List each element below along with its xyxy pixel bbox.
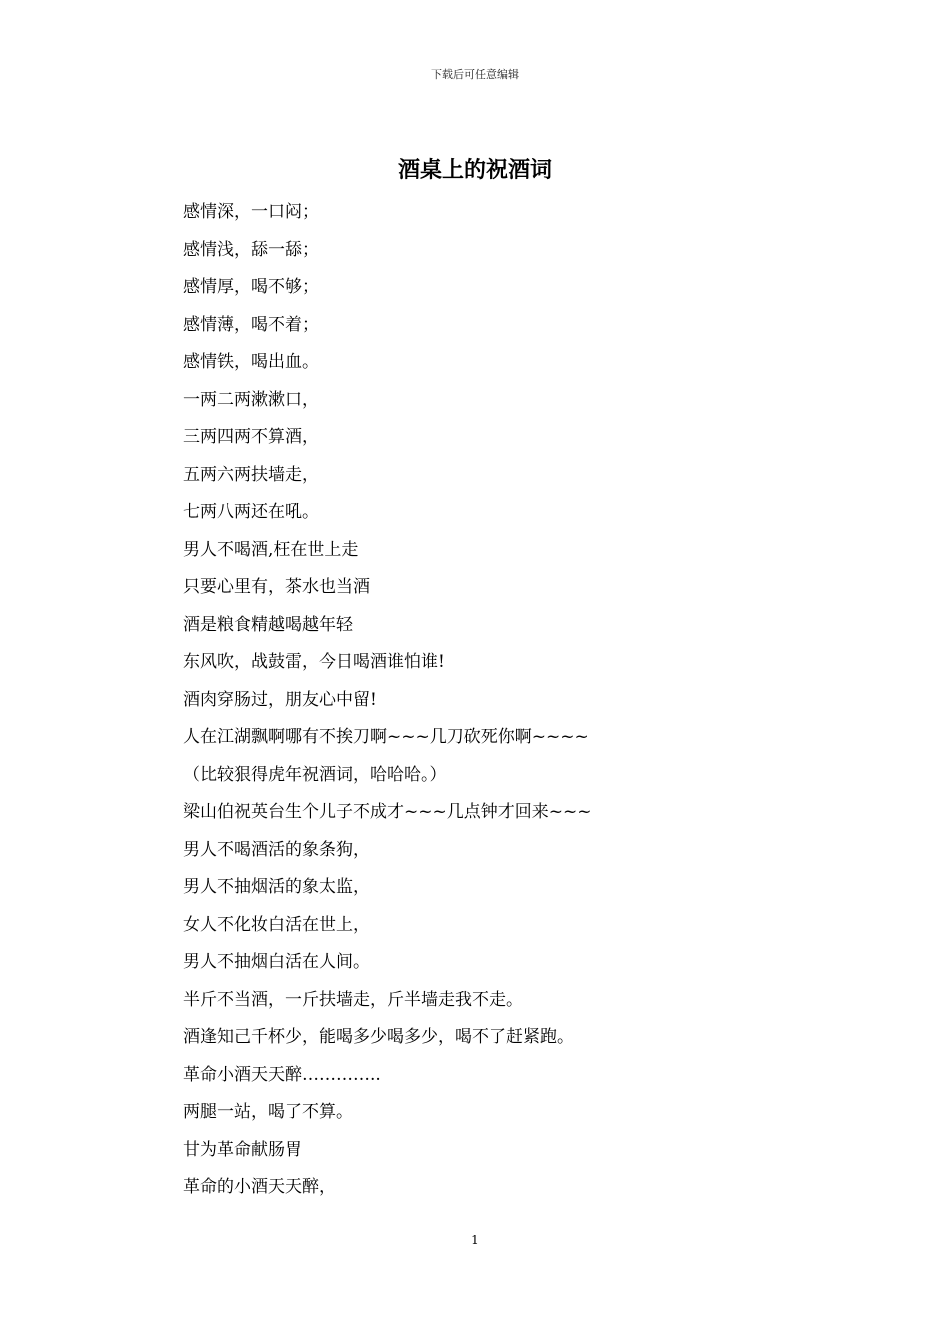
document-body: [183, 198, 783, 1211]
text-line: 革命小酒天天醉…………..: [183, 1064, 381, 1085]
text-line: 梁山伯祝英台生个儿子不成才~~~几点钟才回来~~~: [183, 802, 592, 822]
text-line: 感情厚，喝不够；: [183, 277, 319, 297]
text-line: 感情薄，喝不着；: [183, 314, 319, 335]
text-line: 东风吹，战鼓雷，今日喝酒谁怕谁!: [183, 652, 445, 672]
text-line: 酒是粮食精越喝越年轻: [183, 614, 353, 635]
text-line: 只要心里有，茶水也当酒: [183, 577, 370, 597]
text-line: 感情铁，喝出血。: [183, 352, 319, 372]
text-line: 人在江湖飘啊哪有不挨刀啊~~~几刀砍死你啊~~~~: [183, 727, 589, 747]
text-line: 感情浅，舔一舔；: [183, 239, 319, 260]
text-line: 革命的小酒天天醉，: [183, 1177, 336, 1197]
text-line: 酒肉穿肠过，朋友心中留!: [183, 689, 377, 710]
text-line: 三两四两不算酒，: [183, 427, 319, 447]
text-line: 男人不抽烟活的象太监，: [183, 877, 370, 897]
text-line: 男人不喝酒,枉在世上走: [183, 539, 359, 560]
text-line: （比较狠得虎年祝酒词，哈哈哈。）: [183, 764, 447, 785]
text-line: 酒逢知己千杯少，能喝多少喝多少，喝不了赶紧跑。: [183, 1027, 574, 1047]
text-line: 一两二两漱漱口，: [183, 389, 319, 410]
text-line: 女人不化妆白活在世上，: [183, 914, 370, 935]
text-line: 五两六两扶墙走，: [183, 464, 319, 485]
page-header: 下载后可任意编辑: [431, 68, 519, 81]
text-line: 男人不喝酒活的象条狗，: [183, 839, 370, 860]
text-line: 两腿一站，喝了不算。: [183, 1102, 353, 1122]
text-line: 感情深，一口闷；: [183, 202, 319, 222]
document-title: 酒桌上的祝酒词: [397, 157, 552, 183]
text-line: 半斤不当酒，一斤扶墙走，斤半墙走我不走。: [183, 989, 523, 1010]
text-line: 男人不抽烟白活在人间。: [183, 952, 370, 972]
page-number: 1: [471, 1233, 479, 1247]
text-line: 甘为革命献肠胃: [183, 1139, 302, 1160]
text-line: 七两八两还在吼。: [183, 502, 319, 522]
